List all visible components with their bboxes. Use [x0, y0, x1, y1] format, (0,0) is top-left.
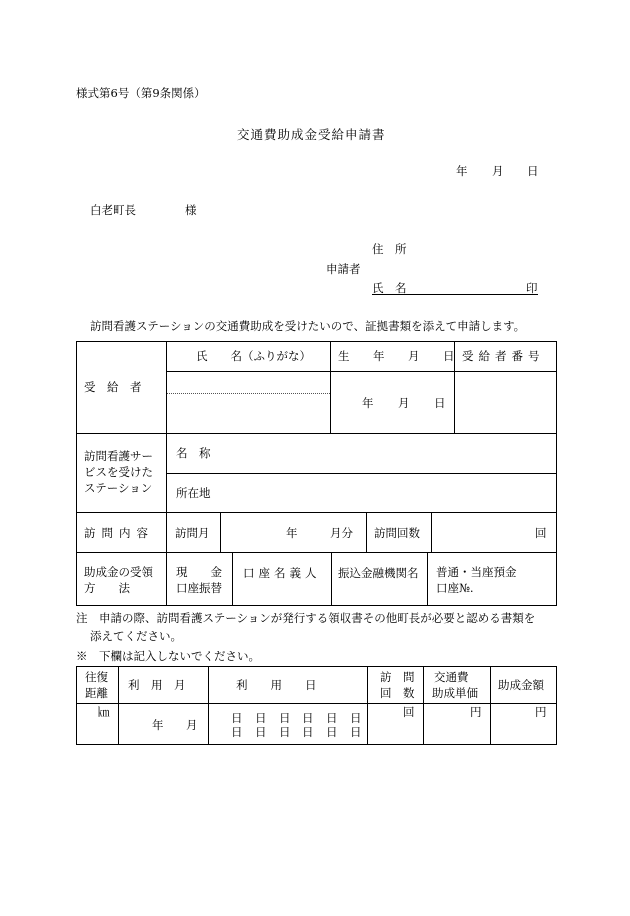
hline-recipient-bottom [76, 433, 557, 434]
day-mark: 日 [326, 711, 338, 725]
km-unit: ㎞ [98, 705, 110, 719]
station-label-line-3: ステーション [84, 481, 153, 495]
method-label-line-2: 方 法 [84, 581, 130, 595]
vline-visit-month [220, 512, 221, 552]
office-vline-4 [423, 666, 424, 745]
visit-label: 訪問内容 [84, 526, 154, 540]
account-holder-label: 口座名義人 [243, 566, 321, 580]
bank-label: 振込金融機関名 [338, 566, 419, 580]
note-1-line-2: 添えてください。 [90, 629, 182, 643]
account-type: 普通・当座預金 [436, 565, 517, 579]
office-vline-5 [490, 666, 491, 745]
distance-header-line-1: 往復 [85, 670, 108, 684]
count-unit: 回 [403, 705, 415, 719]
cash-label: 現 金 [176, 565, 222, 579]
visit-count-label: 訪問回数 [374, 526, 420, 540]
hline-name-header [166, 371, 557, 372]
day-mark: 日 [231, 711, 243, 725]
day-mark: 日 [350, 725, 362, 739]
date-year: 年 [456, 164, 468, 178]
day-mark: 日 [279, 711, 291, 725]
day-mark: 日 [255, 711, 267, 725]
hline-station-bottom [76, 512, 557, 513]
applicant-name-label: 氏 名 [372, 281, 407, 295]
station-address-label: 所在地 [176, 486, 211, 500]
transfer-label: 口座振替 [176, 581, 222, 595]
visit-month-label: 訪問月 [175, 526, 210, 540]
office-vline-2 [208, 666, 209, 745]
hline-visit-bottom [76, 552, 557, 553]
use-month-header: 利 用 月 [128, 678, 186, 692]
date-day: 日 [527, 164, 539, 178]
vline-method-2 [331, 552, 332, 606]
day-mark: 日 [279, 725, 291, 739]
applicant-label: 申請者 [326, 262, 361, 276]
birth-year: 年 [362, 396, 374, 410]
amount-yen: 円 [535, 705, 547, 719]
date-month: 月 [492, 164, 504, 178]
birth-day: 日 [434, 396, 446, 410]
visit-count-header-line-1: 訪 問 [380, 670, 415, 684]
office-vline-1 [118, 666, 119, 745]
day-mark: 日 [326, 725, 338, 739]
station-name-label: 名 称 [176, 446, 211, 460]
day-mark: 日 [231, 725, 243, 739]
day-mark: 日 [350, 711, 362, 725]
recipient-number-header: 受給者番号 [462, 349, 545, 363]
day-mark: 日 [255, 725, 267, 739]
intro-text: 訪問看護ステーションの交通費助成を受けたいので、証拠書類を添えて申請します。 [90, 319, 526, 333]
note-1-line-1: 注 申請の際、訪問看護ステーションが発行する領収書その他町長が必要と認める書類を [76, 611, 536, 625]
visit-count-suffix: 回 [535, 526, 547, 540]
addressee-name: 白老町長 [90, 203, 136, 217]
station-label-line-1: 訪問看護サー [84, 449, 153, 463]
visit-month-suffix: 月分 [330, 526, 353, 540]
addressee-suffix: 様 [185, 203, 197, 217]
day-mark: 日 [302, 725, 314, 739]
hline-station-mid [166, 473, 557, 474]
seal-mark: 印 [526, 281, 538, 295]
account-number-label: 口座№. [436, 581, 474, 595]
applicant-address-label: 住 所 [372, 242, 407, 256]
use-month: 月 [186, 718, 198, 732]
vline-name-birth [330, 341, 331, 433]
vline-visit-count-label [366, 512, 367, 552]
use-year: 年 [152, 718, 164, 732]
office-vline-3 [367, 666, 368, 745]
recipient-label: 受 給 者 [84, 380, 142, 394]
unit-price-header-line-1: 交通費 [434, 670, 469, 684]
day-mark: 日 [302, 711, 314, 725]
visit-year: 年 [286, 526, 298, 540]
vline-label-column [166, 341, 167, 606]
form-number: 様式第6号（第9条関係） [76, 86, 206, 100]
use-day-header: 利 用 日 [236, 678, 317, 692]
birth-month: 月 [398, 396, 410, 410]
name-header: 氏 名（ふりがな） [196, 349, 311, 363]
applicant-name-underline [372, 294, 538, 295]
unit-price-yen: 円 [470, 705, 482, 719]
vline-method-1 [232, 552, 233, 606]
office-hline-header [76, 703, 557, 704]
vline-method-3 [427, 552, 428, 606]
method-label-line-1: 助成金の受領 [84, 565, 153, 579]
amount-header: 助成金額 [498, 678, 544, 692]
furigana-dotted-line [166, 393, 330, 394]
distance-header-line-2: 距離 [85, 686, 108, 700]
station-label-line-2: ビスを受けた [84, 465, 153, 479]
birth-header: 生 年 月 日 [338, 349, 461, 363]
form-title: 交通費助成金受給申請書 [237, 127, 386, 142]
unit-price-header-line-2: 助成単価 [432, 686, 478, 700]
note-2: ※ 下欄は記入しないでください。 [76, 649, 260, 663]
vline-visit-count [431, 512, 432, 552]
visit-count-header-line-2: 回 数 [380, 686, 415, 700]
